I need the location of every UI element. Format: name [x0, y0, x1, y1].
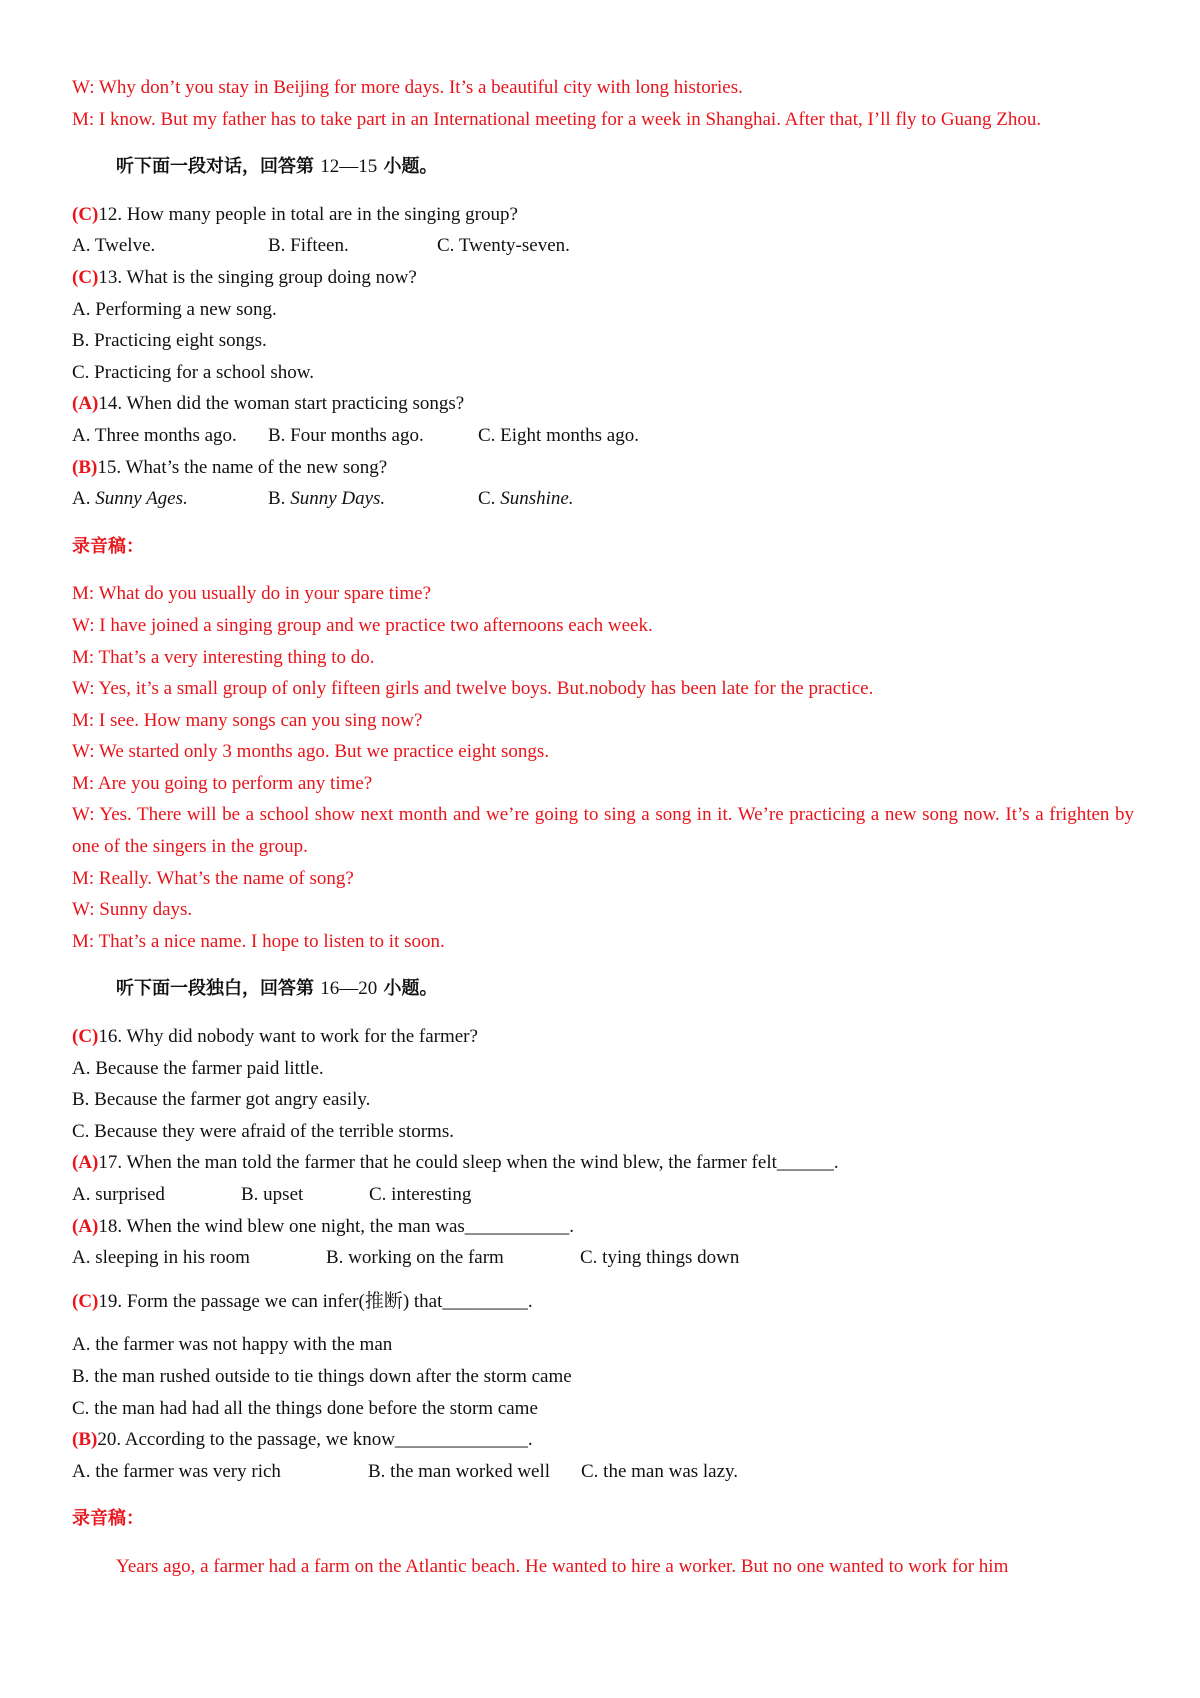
- question-15: [72, 452, 1134, 484]
- option-a: A. the farmer was very rich: [72, 1460, 281, 1482]
- heading-text: 小题。: [377, 978, 438, 1000]
- question-20: [72, 1424, 1134, 1456]
- option-c: [478, 483, 574, 515]
- answer-mark: (A): [72, 1152, 99, 1174]
- answer-mark: (A): [72, 393, 99, 415]
- option-b: B. upset: [241, 1184, 304, 1205]
- option-letter: B.: [268, 488, 291, 510]
- option-letter: C.: [478, 488, 501, 510]
- answer-mark: (C): [72, 203, 99, 225]
- option-letter: A.: [72, 488, 96, 510]
- option-b: B. Practicing eight songs.: [72, 330, 267, 352]
- question-18: [72, 1211, 1134, 1243]
- option-a: A. Twelve.: [72, 235, 156, 257]
- question-text: 14. When did the woman start practicing songs?: [98, 393, 465, 415]
- question-19: [72, 1286, 1134, 1318]
- options-15: [72, 483, 1134, 515]
- option-a: A. Three months ago.: [72, 424, 237, 446]
- question-text: 16. Why did nobody want to work for the farmer?: [98, 1026, 478, 1048]
- transcript-line: M: What do you usually do in your spare time?: [72, 583, 432, 605]
- options-18: [72, 1242, 1134, 1274]
- option-c: C. Twenty-seven.: [437, 235, 570, 257]
- question-text: 13. What is the singing group doing now?: [98, 266, 417, 288]
- heading-range: 16—20: [320, 978, 378, 1000]
- section-heading: [72, 151, 1134, 183]
- answer-mark: (C): [72, 1026, 99, 1048]
- transcript-label: 录音稿：: [72, 535, 144, 557]
- transcript-line: W: We started only 3 months ago. But we practice eight songs.: [72, 741, 550, 763]
- options-14: [72, 420, 1134, 452]
- document-page: [72, 72, 1134, 1583]
- transcript-line: W: Sunny days.: [72, 899, 193, 921]
- option-c: C. the man had had all the things done before the storm came: [72, 1397, 538, 1419]
- option-a: A. sleeping in his room: [72, 1247, 250, 1269]
- question-17: [72, 1147, 1134, 1179]
- transcript-line: W: Yes. There will be a school show next month and we’re going to sing a song in it. We’re practicing a new song now. It’s a frighten by one of the singers in the group.: [72, 804, 1134, 858]
- answer-mark: (C): [72, 266, 99, 288]
- question-14: [72, 388, 1134, 420]
- section-heading: [72, 973, 1134, 1005]
- transcript-line: M: That’s a nice name. I hope to listen to it soon.: [72, 930, 445, 952]
- option-b: [268, 483, 478, 515]
- question-text: 20. According to the passage, we know______________.: [97, 1429, 533, 1451]
- question-text: 17. When the man told the farmer that he could sleep when the wind blew, the farmer felt______.: [98, 1152, 839, 1174]
- option-b: B. Because the farmer got angry easily.: [72, 1089, 371, 1111]
- option-b: B. Four months ago.: [268, 424, 424, 446]
- option-b: B. Fifteen.: [268, 235, 349, 257]
- dialogue-line: W: Why don’t you stay in Beijing for more days. It’s a beautiful city with long histories.: [72, 77, 743, 98]
- heading-text: 小题。: [377, 156, 438, 178]
- option-c: C. Practicing for a school show.: [72, 361, 315, 383]
- option-a: A. Because the farmer paid little.: [72, 1057, 324, 1079]
- question-13: [72, 262, 1134, 294]
- song-title: Sunny Days.: [290, 488, 386, 510]
- option-c: C. the man was lazy.: [581, 1460, 739, 1482]
- option-c: C. interesting: [369, 1184, 472, 1205]
- answer-mark: (B): [72, 1429, 98, 1451]
- option-b: B. the man worked well: [368, 1460, 551, 1482]
- transcript-line: W: I have joined a singing group and we practice two afternoons each week.: [72, 614, 653, 636]
- heading-text: 听下面一段独白，回答第: [116, 978, 321, 1000]
- option-b: B. working on the farm: [326, 1247, 504, 1269]
- song-title: Sunshine.: [500, 488, 574, 510]
- option-b: B. the man rushed outside to tie things down after the storm came: [72, 1365, 572, 1387]
- transcript-label: 录音稿：: [72, 1508, 144, 1530]
- question-text: 15. What’s the name of the new song?: [97, 456, 388, 478]
- question-16: [72, 1021, 1134, 1053]
- question-text: 19. Form the passage we can infer(推断) that_________.: [98, 1290, 533, 1312]
- option-c: C. Eight months ago.: [478, 424, 639, 446]
- dialogue-line: M: I know. But my father has to take part in an International meeting for a week in Shanghai. After that, I’ll fly to Guang Zhou.: [72, 108, 1042, 130]
- option-a: A. Performing a new song.: [72, 298, 277, 320]
- option-c: C. Because they were afraid of the terrible storms.: [72, 1120, 454, 1142]
- options-17: [72, 1179, 1134, 1211]
- heading-range: 12—15: [320, 156, 378, 178]
- transcript-line: M: Are you going to perform any time?: [72, 772, 373, 794]
- transcript-line: M: That’s a very interesting thing to do.: [72, 646, 375, 668]
- song-title: Sunny Ages.: [95, 488, 188, 510]
- option-a: A. surprised: [72, 1184, 165, 1205]
- question-text: 18. When the wind blew one night, the man was___________.: [98, 1215, 575, 1237]
- option-a: A. the farmer was not happy with the man: [72, 1334, 393, 1356]
- transcript-line: M: Really. What’s the name of song?: [72, 867, 354, 889]
- options-20: [72, 1456, 1134, 1488]
- question-text: 12. How many people in total are in the singing group?: [98, 203, 518, 225]
- option-c: C. tying things down: [580, 1247, 740, 1269]
- answer-mark: (B): [72, 456, 98, 478]
- question-12: [72, 199, 1134, 231]
- answer-mark: (A): [72, 1215, 99, 1237]
- heading-text: 听下面一段对话，回答第: [116, 156, 321, 178]
- options-12: [72, 230, 1134, 262]
- transcript-line: M: I see. How many songs can you sing now?: [72, 709, 423, 731]
- transcript-line: Years ago, a farmer had a farm on the Atlantic beach. He wanted to hire a worker. But no one wanted to work for him: [116, 1555, 1009, 1577]
- option-a: [72, 483, 268, 515]
- answer-mark: (C): [72, 1290, 99, 1312]
- transcript-line: W: Yes, it’s a small group of only fifteen girls and twelve boys. But.nobody has been late for the practice.: [72, 678, 874, 700]
